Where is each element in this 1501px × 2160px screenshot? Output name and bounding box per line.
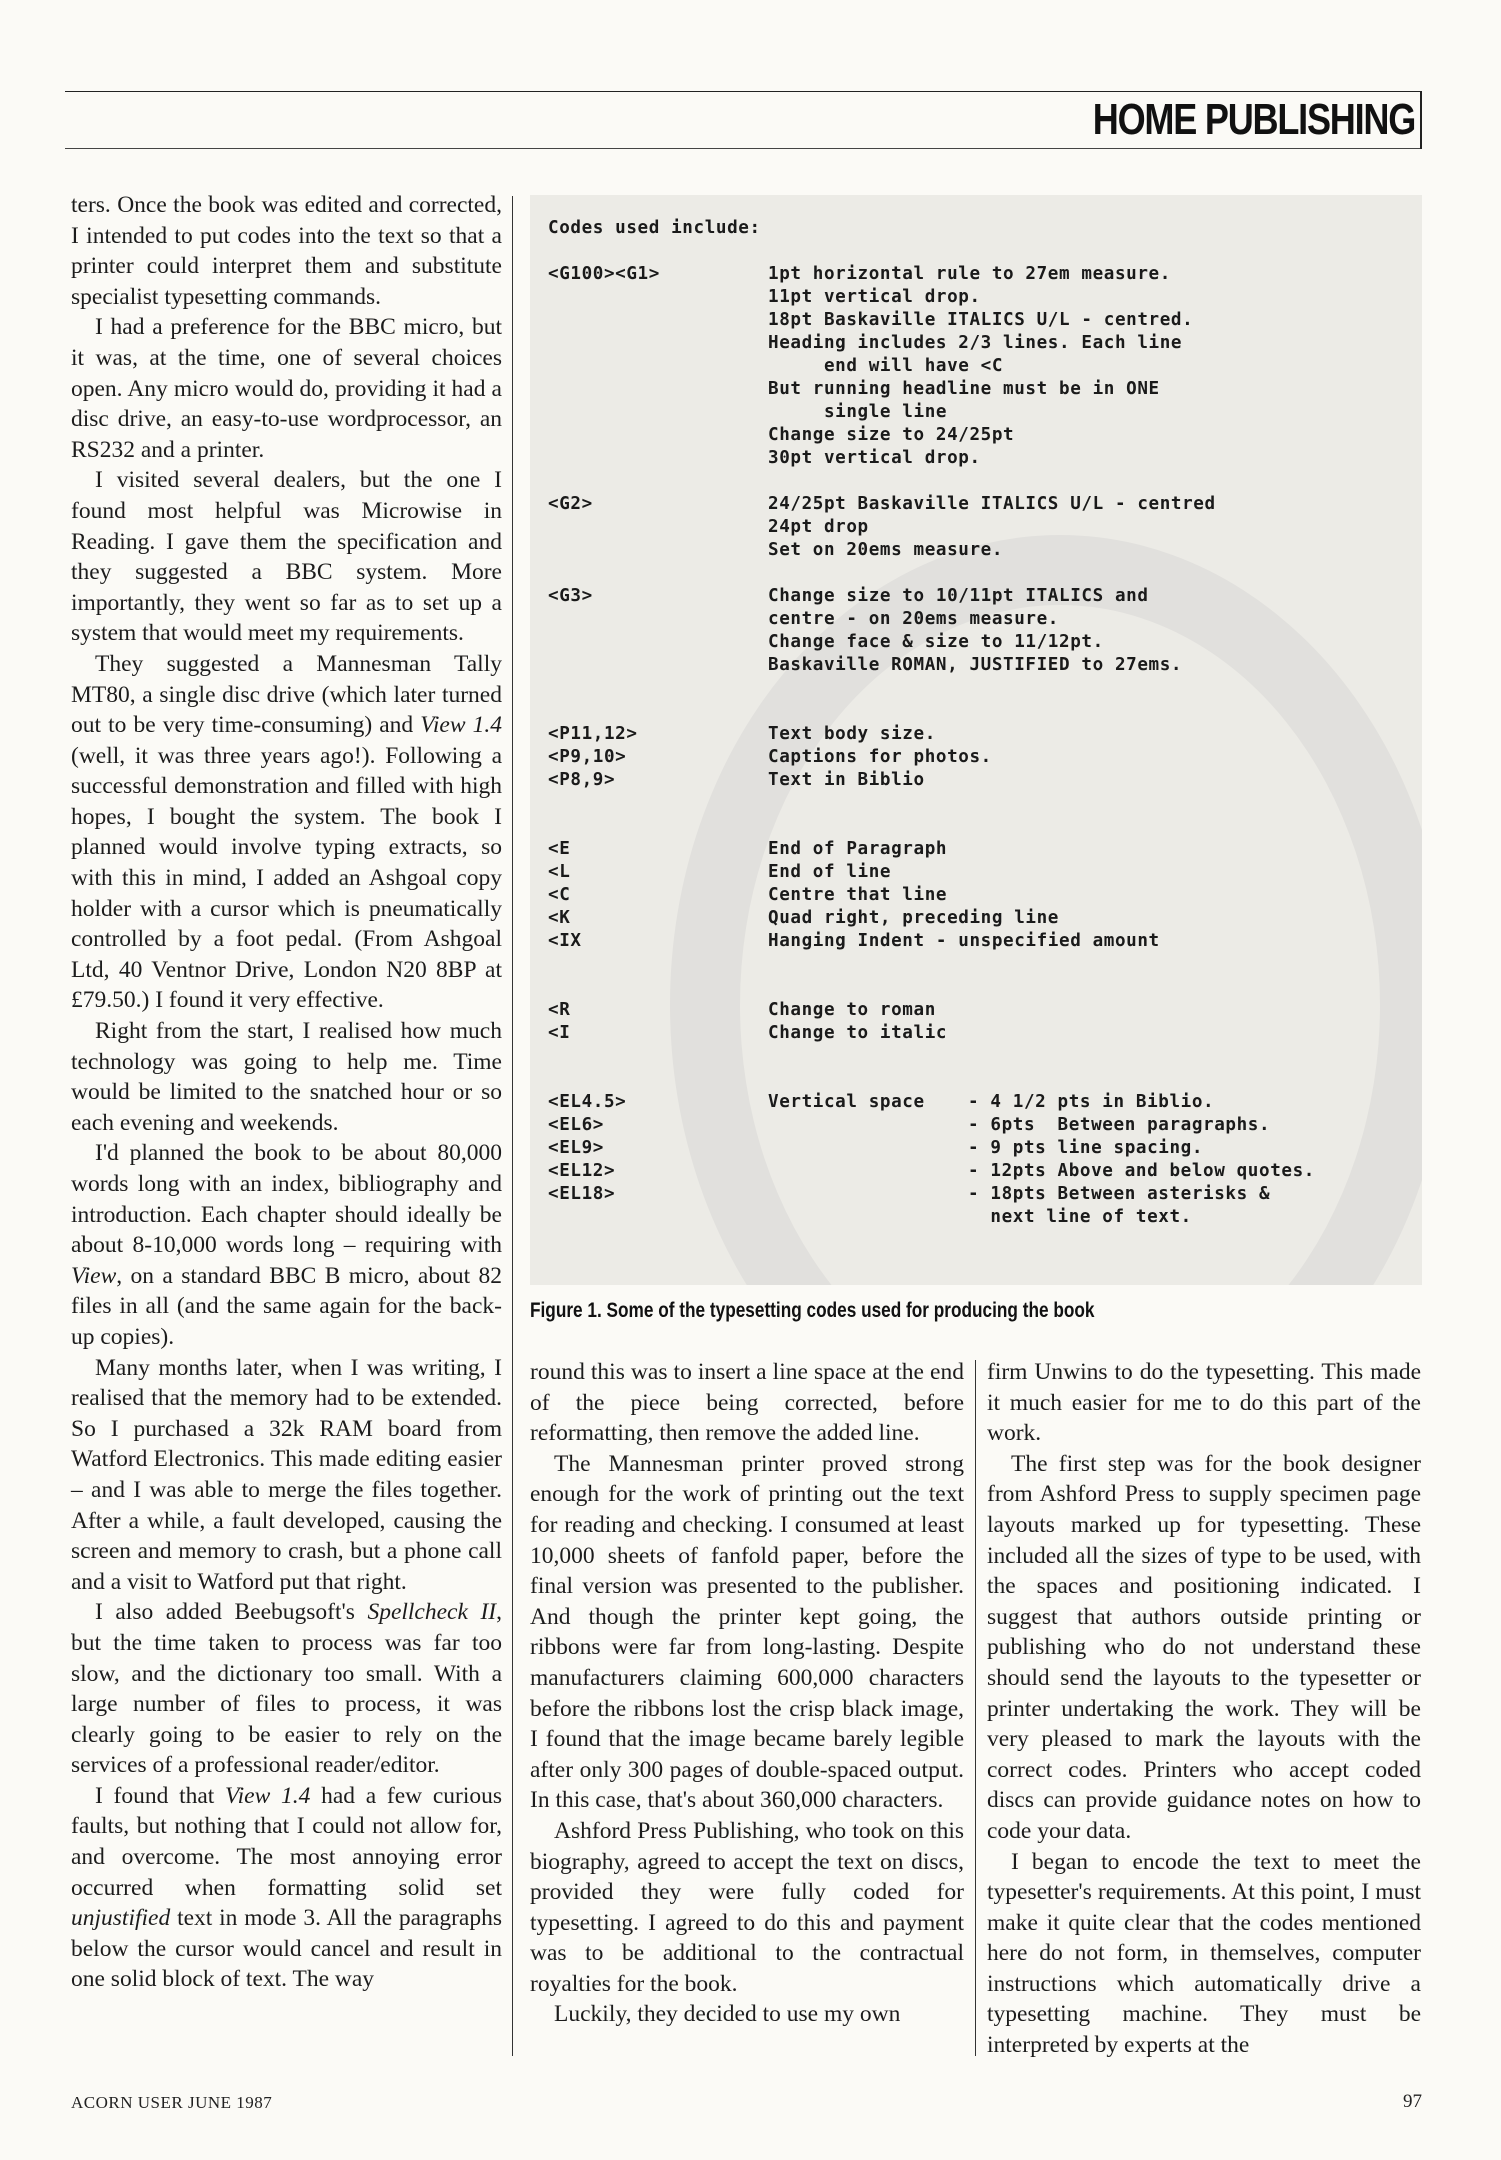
article-column-3 (987, 1357, 1421, 2061)
paragraph: I had a preference for the BBC micro, but it was, at the time, one of several choices open. Any micro would do, providing it had a disc drive, an easy-to-use wordprocessor, an RS232 and a printer. (71, 314, 502, 463)
page-number: 97 (1403, 2091, 1422, 2112)
paragraph: The Mannesman printer proved strong enough for the work of printing out the text for reading and checking. I consumed at least 10,000 sheets of fanfold paper, before the final version was presented to the publisher. And though the printer kept going, the ribbons were far from long-lasting. Despite manufacturers claiming 600,000 characters before the ribbons lost the crisp black image, I found that the image became barely legible after only 300 pages of double-spaced output. In this case, that's about 360,000 characters. (530, 1450, 964, 1814)
paragraph: They suggested a Mannesman Tally MT80, a single disc drive (which later turned out to be very time-consuming) and View 1.4 (well, it was three years ago!). Following a successful demonstration and filled with high hopes, I bought the system. The book I planned would involve typing extracts, so with this in mind, I added an Ashgoal copy holder with a cursor which is pneumatically controlled by a foot pedal. (From Ashgoal Ltd, 40 Ventnor Drive, London N20 8BP at £79.50.) I found it very effective. (71, 650, 502, 1014)
code-group-g3 (548, 585, 1448, 677)
code-description: Change to italic (768, 1023, 948, 1043)
code-description: Baskaville ROMAN, JUSTIFIED to 27ems. (768, 655, 1183, 675)
code-group-font-style (548, 999, 1448, 1045)
code: <P8,9> (548, 770, 616, 790)
paragraph: ters. Once the book was edited and corrected, I intended to put codes into the text so that a printer could interpret them and substitute specialist typesetting commands. (71, 192, 502, 310)
paragraph: Many months later, when I was writing, I realised that the memory had to be extended. So I purchased a 32k RAM board from Watford Electronics. This made editing easier – and I was able to merge the files together. After a while, a fault developed, causing the screen and memory to crash, but a phone call and a visit to Watford put that right. (71, 1354, 502, 1595)
code-group-line-codes (548, 838, 1448, 953)
code-description: next line of text. (968, 1207, 1192, 1227)
code-description: Hanging Indent - unspecified amount (768, 931, 1160, 951)
code-description: Change face & size to 11/12pt. (768, 632, 1104, 652)
code: <EL4.5> (548, 1092, 627, 1112)
article-column-1 (71, 190, 502, 1995)
code-description: 18pt Baskaville ITALICS U/L - centred. (768, 310, 1194, 330)
code: <P11,12> (548, 724, 638, 744)
column-divider (975, 1360, 976, 2056)
vertical-space-label: Vertical space (768, 1092, 925, 1112)
code-description: - 18pts Between asterisks & (968, 1184, 1271, 1204)
paragraph: I began to encode the text to meet the typesetter's requirements. At this point, I must make it quite clear that the codes mentioned here do not form, in themselves, computer instructions which automatically drive a typesetting machine. They must be interpreted by experts at the (987, 1848, 1421, 2059)
paragraph: Ashford Press Publishing, who took on this biography, agreed to accept the text on discs, provided they were fully coded for typesetting. I agreed to do this and payment was to be additional to the contractual royalties for the book. (530, 1817, 964, 1997)
code-description: Centre that line (768, 885, 948, 905)
paragraph: firm Unwins to do the typesetting. This made it much easier for me to do this part of the work. (987, 1359, 1421, 1447)
code-description: - 4 1/2 pts in Biblio. (968, 1092, 1215, 1112)
code-listing (548, 217, 1448, 1252)
code: <EL6> (548, 1115, 604, 1135)
code-description: Heading includes 2/3 lines. Each line (768, 333, 1183, 353)
code-description: - 9 pts line spacing. (968, 1138, 1204, 1158)
code-description: 24/25pt Baskaville ITALICS U/L - centred (768, 494, 1216, 514)
code-group-point-sizes (548, 723, 1448, 792)
code-description: Text body size. (768, 724, 936, 744)
code-description: Change to roman (768, 1000, 936, 1020)
listing-intro: Codes used include: (548, 218, 761, 238)
paragraph: I'd planned the book to be about 80,000 words long with an index, bibliography and introduction. Each chapter should ideally be about 8-10,000 words long – requiring with View, on a standard BBC B micro, about 82 files in all (and the same again for the back-up copies). (71, 1140, 502, 1350)
code-description: 30pt vertical drop. (768, 448, 981, 468)
code-description: End of Paragraph (768, 839, 948, 859)
paragraph: I found that View 1.4 had a few curious faults, but nothing that I could not allow for, and overcome. The most annoying error occurred when formatting solid set unjustified text in mode 3. All the paragraphs below the cursor would cancel and result in one solid block of text. The way (71, 1782, 502, 1993)
code-description: 1pt horizontal rule to 27em measure. (768, 264, 1171, 284)
paragraph: I also added Beebugsoft's Spellcheck II, but the time taken to process was far too slow, and the dictionary too small. With a large number of files to process, it was clearly going to be easier to rely on the services of a professional reader/editor. (71, 1599, 502, 1779)
figure-1 (530, 195, 1422, 1285)
header-rule-bottom (65, 148, 1420, 149)
code-description: Quad right, preceding line (768, 908, 1060, 928)
code-description: Captions for photos. (768, 747, 992, 767)
paragraph: The first step was for the book designer from Ashford Press to supply specimen page layouts marked up for typesetting. These included all the sizes of type to be used, with the spaces and positioning indicated. I suggest that authors outside printing or publishing who do not understand these should send the layouts to the typesetter or printer undertaking the work. They will be very pleased to mark the layouts with the correct codes. Printers who accept coded discs can provide guidance notes on how to code your data. (987, 1450, 1421, 1844)
column-divider (512, 196, 513, 2056)
code-description: Text in Biblio (768, 770, 925, 790)
code-description: Change size to 24/25pt (768, 425, 1015, 445)
code-description: 24pt drop (768, 517, 869, 537)
code: <G2> (548, 494, 593, 514)
code-description: Change size to 10/11pt ITALICS and (768, 586, 1149, 606)
code-group-g2 (548, 493, 1448, 562)
code: <C (548, 885, 571, 905)
code-description: - 6pts Between paragraphs. (968, 1115, 1271, 1135)
code: <EL12> (548, 1161, 616, 1181)
code: <I (548, 1023, 571, 1043)
paragraph: Luckily, they decided to use my own (554, 2001, 901, 2028)
figure-caption: Figure 1. Some of the typesetting codes used for producing the book (530, 1299, 1095, 1322)
code-group-g100 (548, 263, 1448, 470)
code: <G100><G1> (548, 264, 660, 284)
magazine-issue: ACORN USER JUNE 1987 (71, 2093, 273, 2112)
code: <E (548, 839, 571, 859)
code-description: end will have <C (768, 356, 1004, 376)
code-description: But running headline must be in ONE (768, 379, 1160, 399)
code-description: single line (768, 402, 948, 422)
paragraph: Right from the start, I realised how much technology was going to help me. Time would be limited to the snatched hour or so each evening and weekends. (71, 1018, 502, 1136)
code: <L (548, 862, 571, 882)
code: <IX (548, 931, 582, 951)
code: <EL18> (548, 1184, 616, 1204)
code: <R (548, 1000, 571, 1020)
code: <EL9> (548, 1138, 604, 1158)
code-description: 11pt vertical drop. (768, 287, 981, 307)
code: <G3> (548, 586, 593, 606)
code: <P9,10> (548, 747, 627, 767)
header-side-rule (1420, 91, 1422, 149)
article-column-2 (530, 1357, 964, 2030)
code-description: Set on 20ems measure. (768, 540, 1004, 560)
section-title: HOME PUBLISHING (1092, 95, 1415, 144)
code-description: - 12pts Above and below quotes. (968, 1161, 1315, 1181)
code-group-vertical-space (548, 1091, 1448, 1229)
code: <K (548, 908, 571, 928)
paragraph: round this was to insert a line space at the end of the piece being corrected, before reformatting, then remove the added line. (530, 1359, 964, 1447)
code-description: End of line (768, 862, 892, 882)
paragraph: I visited several dealers, but the one I found most helpful was Microwise in Reading. I gave them the specification and they suggested a BBC system. More importantly, they went so far as to set up a system that would meet my requirements. (71, 467, 502, 647)
header-rule (65, 91, 1420, 92)
code-description: centre - on 20ems measure. (768, 609, 1060, 629)
